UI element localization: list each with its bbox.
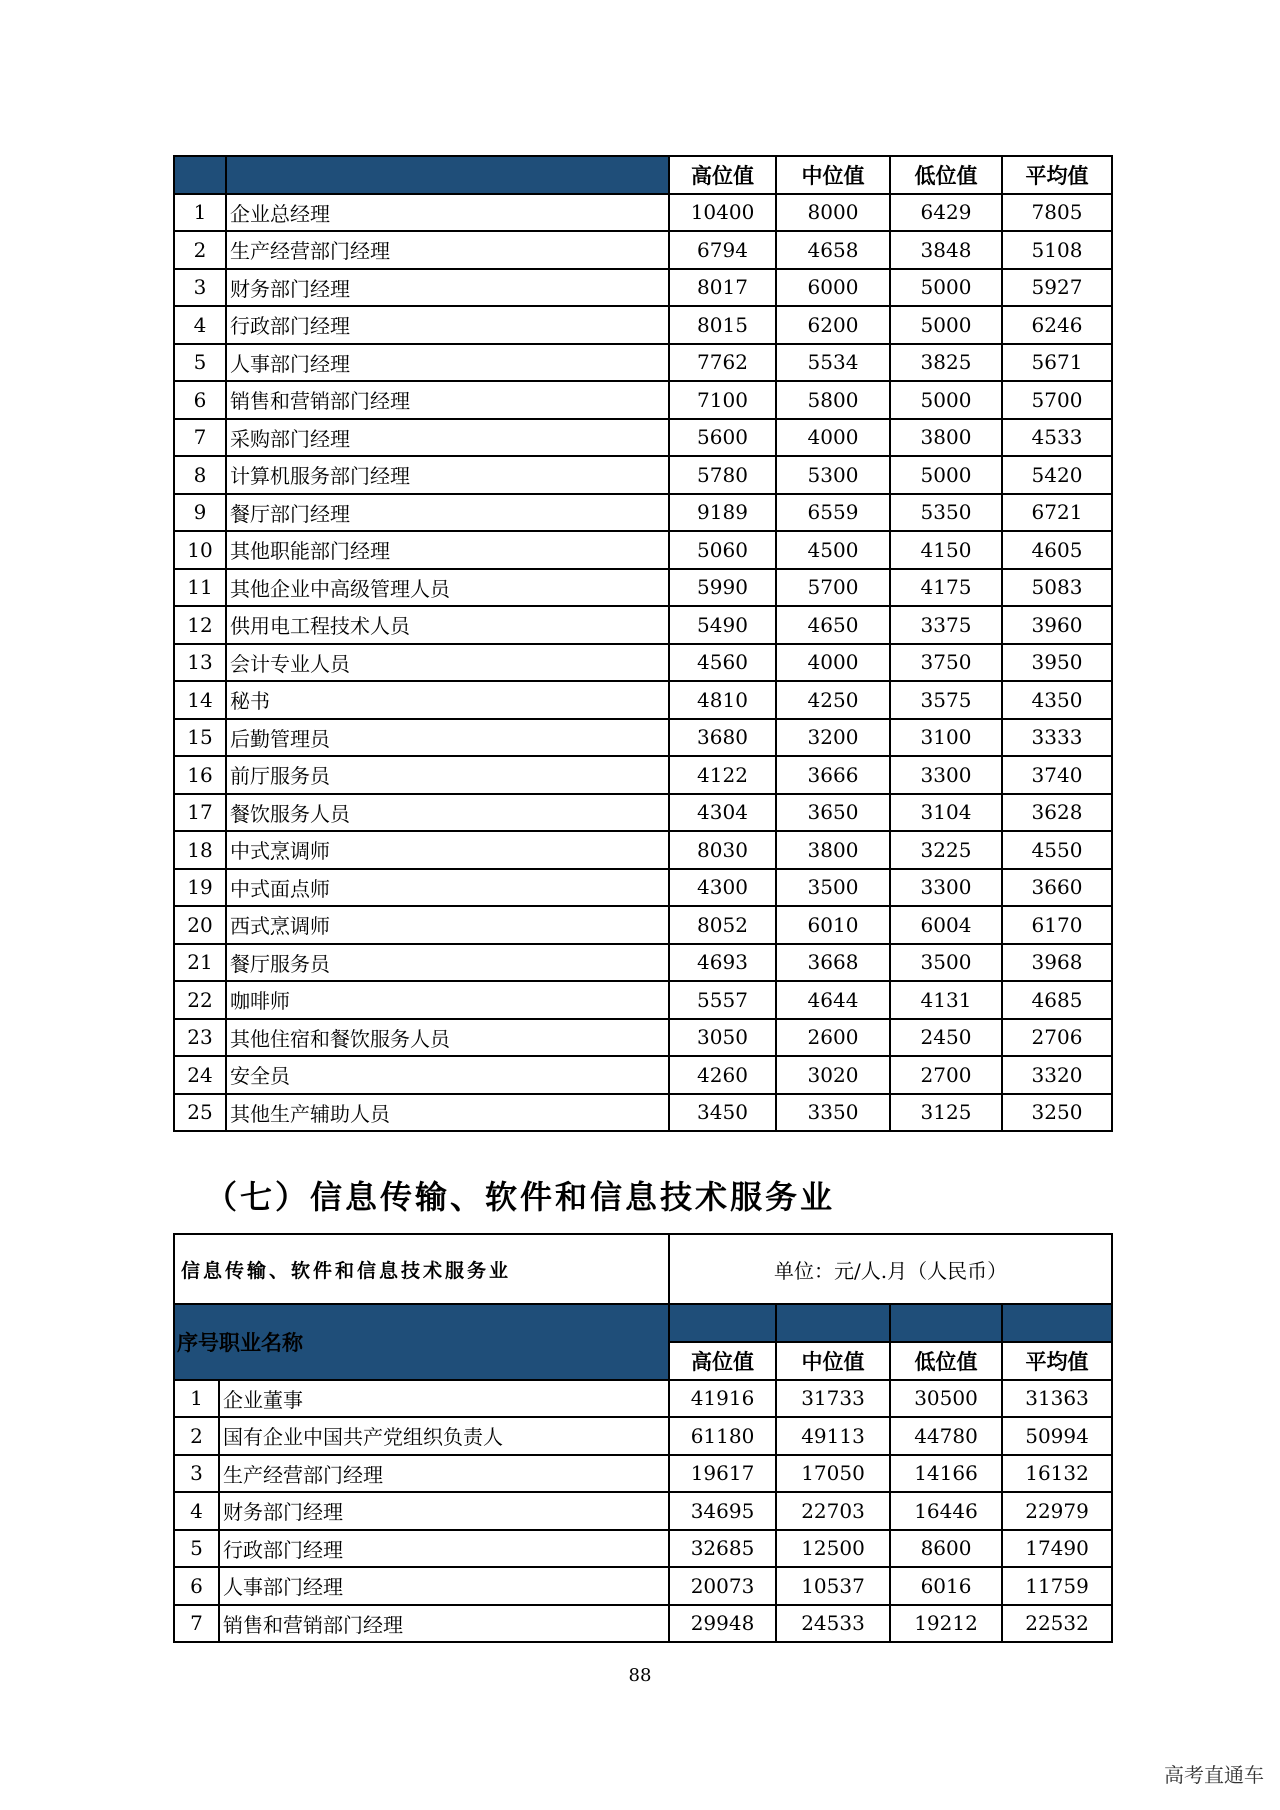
row-number: 20 (174, 906, 226, 944)
salary-value: 7762 (669, 344, 776, 382)
salary-value: 3575 (890, 681, 1002, 719)
row-number: 2 (174, 1417, 219, 1455)
occupation-name: 企业董事 (219, 1380, 669, 1418)
salary-value: 41916 (669, 1380, 776, 1418)
salary-value: 22703 (776, 1492, 890, 1530)
salary-value: 3450 (669, 1094, 776, 1132)
salary-value: 12500 (776, 1530, 890, 1568)
occupation-name: 中式烹调师 (226, 831, 669, 869)
salary-value: 4175 (890, 569, 1002, 607)
row-number: 23 (174, 1019, 226, 1057)
salary-value: 31363 (1002, 1380, 1112, 1418)
table-row (174, 1567, 1112, 1605)
salary-value: 17050 (776, 1455, 890, 1493)
occupation-name: 企业总经理 (226, 194, 669, 232)
salary-value: 4000 (776, 644, 890, 682)
salary-value: 5000 (890, 306, 1002, 344)
salary-value: 5927 (1002, 269, 1112, 307)
table-row (174, 569, 1112, 607)
salary-value: 6010 (776, 906, 890, 944)
salary-value: 3660 (1002, 869, 1112, 907)
salary-value: 3100 (890, 719, 1002, 757)
table-row (174, 981, 1112, 1019)
occupation-name: 餐饮服务人员 (226, 794, 669, 832)
header-cell: 高位值 (669, 156, 776, 194)
salary-value: 4122 (669, 756, 776, 794)
table-row (174, 1605, 1112, 1643)
salary-table-2 (173, 1233, 1113, 1643)
occupation-name: 销售和营销部门经理 (226, 381, 669, 419)
salary-value: 9189 (669, 494, 776, 532)
salary-value: 3050 (669, 1019, 776, 1057)
salary-value: 3200 (776, 719, 890, 757)
row-number: 15 (174, 719, 226, 757)
row-number: 11 (174, 569, 226, 607)
salary-value: 8000 (776, 194, 890, 232)
salary-value: 19617 (669, 1455, 776, 1493)
occupation-name: 安全员 (226, 1056, 669, 1094)
table-row (174, 644, 1112, 682)
salary-value: 3020 (776, 1056, 890, 1094)
salary-value: 6721 (1002, 494, 1112, 532)
row-number: 19 (174, 869, 226, 907)
watermark: 高考直通车 (1164, 1763, 1264, 1787)
table-row (174, 419, 1112, 457)
salary-value: 30500 (890, 1380, 1002, 1418)
row-number: 6 (174, 1567, 219, 1605)
occupation-name: 采购部门经理 (226, 419, 669, 457)
table-row (174, 906, 1112, 944)
salary-value: 22979 (1002, 1492, 1112, 1530)
table-row (174, 756, 1112, 794)
salary-value: 3500 (890, 944, 1002, 982)
table-body (174, 1234, 1112, 1642)
salary-value: 4304 (669, 794, 776, 832)
salary-value: 11759 (1002, 1567, 1112, 1605)
salary-value: 3825 (890, 344, 1002, 382)
salary-value: 3320 (1002, 1056, 1112, 1094)
salary-value: 5350 (890, 494, 1002, 532)
salary-value: 4500 (776, 531, 890, 569)
salary-table-1 (173, 155, 1113, 1132)
salary-value: 2450 (890, 1019, 1002, 1057)
salary-value: 4131 (890, 981, 1002, 1019)
row-number: 2 (174, 231, 226, 269)
occupation-name: 国有企业中国共产党组织负责人 (219, 1417, 669, 1455)
table-row (174, 1019, 1112, 1057)
salary-value: 6016 (890, 1567, 1002, 1605)
row-number: 3 (174, 269, 226, 307)
unit-label: 单位：元/人.月（人民币） (669, 1234, 1112, 1304)
salary-value: 4650 (776, 606, 890, 644)
occupation-name: 人事部门经理 (226, 344, 669, 382)
header-cell: 中位值 (776, 156, 890, 194)
row-number: 10 (174, 531, 226, 569)
salary-value: 6170 (1002, 906, 1112, 944)
salary-value: 5300 (776, 456, 890, 494)
salary-value: 6429 (890, 194, 1002, 232)
table-row (174, 194, 1112, 232)
row-number: 5 (174, 344, 226, 382)
salary-value: 4693 (669, 944, 776, 982)
row-number: 16 (174, 756, 226, 794)
table-row (174, 456, 1112, 494)
salary-value: 3750 (890, 644, 1002, 682)
table-row (174, 531, 1112, 569)
occupation-name: 财务部门经理 (226, 269, 669, 307)
salary-value: 4560 (669, 644, 776, 682)
salary-value: 8030 (669, 831, 776, 869)
salary-value: 5060 (669, 531, 776, 569)
occupation-name: 后勤管理员 (226, 719, 669, 757)
salary-value: 4605 (1002, 531, 1112, 569)
salary-value: 4685 (1002, 981, 1112, 1019)
salary-value: 4250 (776, 681, 890, 719)
salary-value: 3375 (890, 606, 1002, 644)
salary-value: 3960 (1002, 606, 1112, 644)
occupation-name: 秘书 (226, 681, 669, 719)
header-cell: 平均值 (1002, 1342, 1112, 1380)
occupation-name: 其他生产辅助人员 (226, 1094, 669, 1132)
section-heading: （七）信息传输、软件和信息技术服务业 (205, 1178, 836, 1216)
salary-value: 49113 (776, 1417, 890, 1455)
table-row (174, 494, 1112, 532)
salary-value: 5490 (669, 606, 776, 644)
table-row (174, 1056, 1112, 1094)
row-number: 4 (174, 306, 226, 344)
salary-value: 3125 (890, 1094, 1002, 1132)
salary-value: 3950 (1002, 644, 1112, 682)
occupation-name: 供用电工程技术人员 (226, 606, 669, 644)
row-number: 9 (174, 494, 226, 532)
salary-value: 17490 (1002, 1530, 1112, 1568)
salary-value: 31733 (776, 1380, 890, 1418)
salary-value: 8600 (890, 1530, 1002, 1568)
table-row (174, 269, 1112, 307)
salary-value: 3680 (669, 719, 776, 757)
salary-value: 16446 (890, 1492, 1002, 1530)
salary-value: 6794 (669, 231, 776, 269)
salary-value: 4644 (776, 981, 890, 1019)
salary-value: 5420 (1002, 456, 1112, 494)
salary-value: 5700 (776, 569, 890, 607)
table-row (174, 344, 1112, 382)
industry-row (174, 1234, 1112, 1304)
salary-value: 50994 (1002, 1417, 1112, 1455)
salary-value: 4533 (1002, 419, 1112, 457)
salary-value: 5534 (776, 344, 890, 382)
salary-value: 3225 (890, 831, 1002, 869)
salary-value: 3668 (776, 944, 890, 982)
header-cell (226, 156, 669, 194)
salary-value: 16132 (1002, 1455, 1112, 1493)
occupation-name: 生产经营部门经理 (226, 231, 669, 269)
table-row (174, 381, 1112, 419)
row-number: 1 (174, 1380, 219, 1418)
occupation-name: 西式烹调师 (226, 906, 669, 944)
table-row (174, 606, 1112, 644)
row-number: 4 (174, 1492, 219, 1530)
salary-value: 10537 (776, 1567, 890, 1605)
salary-value: 6246 (1002, 306, 1112, 344)
row-number: 12 (174, 606, 226, 644)
salary-value: 3300 (890, 869, 1002, 907)
header-cell (174, 156, 226, 194)
row-number: 1 (174, 194, 226, 232)
table-row (174, 681, 1112, 719)
table-row (174, 719, 1112, 757)
salary-value: 4350 (1002, 681, 1112, 719)
salary-value: 4150 (890, 531, 1002, 569)
occupation-name: 生产经营部门经理 (219, 1455, 669, 1493)
header-cell: 中位值 (776, 1342, 890, 1380)
salary-value: 44780 (890, 1417, 1002, 1455)
occupation-name: 行政部门经理 (226, 306, 669, 344)
salary-value: 5780 (669, 456, 776, 494)
occupation-name: 财务部门经理 (219, 1492, 669, 1530)
salary-value: 8017 (669, 269, 776, 307)
salary-value: 3500 (776, 869, 890, 907)
occupation-name: 其他住宿和餐饮服务人员 (226, 1019, 669, 1057)
table-header-row (174, 156, 1112, 194)
salary-value: 5000 (890, 456, 1002, 494)
salary-value: 32685 (669, 1530, 776, 1568)
salary-value: 6004 (890, 906, 1002, 944)
row-number: 18 (174, 831, 226, 869)
salary-value: 3628 (1002, 794, 1112, 832)
salary-value: 5700 (1002, 381, 1112, 419)
table-row (174, 1455, 1112, 1493)
row-number: 25 (174, 1094, 226, 1132)
occupation-name: 前厅服务员 (226, 756, 669, 794)
header-cell: 平均值 (1002, 156, 1112, 194)
header-fill (669, 1304, 776, 1342)
occupation-name: 咖啡师 (226, 981, 669, 1019)
salary-value: 22532 (1002, 1605, 1112, 1643)
row-number: 7 (174, 419, 226, 457)
salary-value: 3800 (890, 419, 1002, 457)
occupation-name: 会计专业人员 (226, 644, 669, 682)
salary-value: 3300 (890, 756, 1002, 794)
page-number: 88 (628, 1665, 652, 1686)
occupation-name: 行政部门经理 (219, 1530, 669, 1568)
table-row (174, 306, 1112, 344)
salary-value: 6000 (776, 269, 890, 307)
table-body (174, 194, 1112, 1132)
row-number: 24 (174, 1056, 226, 1094)
salary-value: 5600 (669, 419, 776, 457)
salary-value: 7805 (1002, 194, 1112, 232)
salary-value: 2700 (890, 1056, 1002, 1094)
occupation-name: 其他职能部门经理 (226, 531, 669, 569)
salary-value: 19212 (890, 1605, 1002, 1643)
salary-value: 61180 (669, 1417, 776, 1455)
table-row (174, 231, 1112, 269)
salary-value: 3104 (890, 794, 1002, 832)
header-fill (776, 1304, 890, 1342)
salary-value: 5557 (669, 981, 776, 1019)
occupation-name: 餐厅服务员 (226, 944, 669, 982)
salary-value: 3250 (1002, 1094, 1112, 1132)
salary-value: 8052 (669, 906, 776, 944)
row-number: 6 (174, 381, 226, 419)
header-cell: 低位值 (890, 156, 1002, 194)
salary-value: 4550 (1002, 831, 1112, 869)
salary-value: 24533 (776, 1605, 890, 1643)
occupation-name: 计算机服务部门经理 (226, 456, 669, 494)
table-row (174, 944, 1112, 982)
row-number: 3 (174, 1455, 219, 1493)
table-row (174, 869, 1112, 907)
salary-value: 3333 (1002, 719, 1112, 757)
row-number: 7 (174, 1605, 219, 1643)
header-fill (890, 1304, 1002, 1342)
salary-value: 3848 (890, 231, 1002, 269)
row-number: 22 (174, 981, 226, 1019)
salary-value: 2600 (776, 1019, 890, 1057)
salary-value: 34695 (669, 1492, 776, 1530)
row-number: 21 (174, 944, 226, 982)
salary-value: 20073 (669, 1567, 776, 1605)
salary-value: 3800 (776, 831, 890, 869)
row-number: 5 (174, 1530, 219, 1568)
occupation-name: 餐厅部门经理 (226, 494, 669, 532)
occupation-name: 其他企业中高级管理人员 (226, 569, 669, 607)
salary-value: 5108 (1002, 231, 1112, 269)
salary-value: 3740 (1002, 756, 1112, 794)
salary-value: 5800 (776, 381, 890, 419)
salary-value: 4300 (669, 869, 776, 907)
row-number: 13 (174, 644, 226, 682)
salary-value: 4658 (776, 231, 890, 269)
table-row (174, 831, 1112, 869)
salary-value: 2706 (1002, 1019, 1112, 1057)
salary-value: 29948 (669, 1605, 776, 1643)
salary-value: 4260 (669, 1056, 776, 1094)
table-row (174, 1094, 1112, 1132)
row-number: 14 (174, 681, 226, 719)
industry-title: 信息传输、软件和信息技术服务业 (174, 1234, 669, 1304)
salary-value: 5083 (1002, 569, 1112, 607)
salary-value: 8015 (669, 306, 776, 344)
row-number: 17 (174, 794, 226, 832)
table-row (174, 1492, 1112, 1530)
table-row (174, 1530, 1112, 1568)
table-header-row (174, 1304, 1112, 1342)
column-label: 序号职业名称 (174, 1304, 669, 1380)
salary-value: 3968 (1002, 944, 1112, 982)
salary-value: 6200 (776, 306, 890, 344)
salary-value: 6559 (776, 494, 890, 532)
salary-value: 3350 (776, 1094, 890, 1132)
header-fill (1002, 1304, 1112, 1342)
salary-value: 14166 (890, 1455, 1002, 1493)
row-number: 8 (174, 456, 226, 494)
occupation-name: 中式面点师 (226, 869, 669, 907)
table-row (174, 1380, 1112, 1418)
salary-value: 4000 (776, 419, 890, 457)
table-row (174, 794, 1112, 832)
occupation-name: 销售和营销部门经理 (219, 1605, 669, 1643)
salary-value: 7100 (669, 381, 776, 419)
header-cell: 低位值 (890, 1342, 1002, 1380)
salary-value: 10400 (669, 194, 776, 232)
salary-value: 5000 (890, 381, 1002, 419)
occupation-name: 人事部门经理 (219, 1567, 669, 1605)
salary-value: 5671 (1002, 344, 1112, 382)
header-cell: 高位值 (669, 1342, 776, 1380)
salary-value: 5990 (669, 569, 776, 607)
salary-value: 3650 (776, 794, 890, 832)
table-row (174, 1417, 1112, 1455)
salary-value: 5000 (890, 269, 1002, 307)
salary-value: 4810 (669, 681, 776, 719)
salary-value: 3666 (776, 756, 890, 794)
